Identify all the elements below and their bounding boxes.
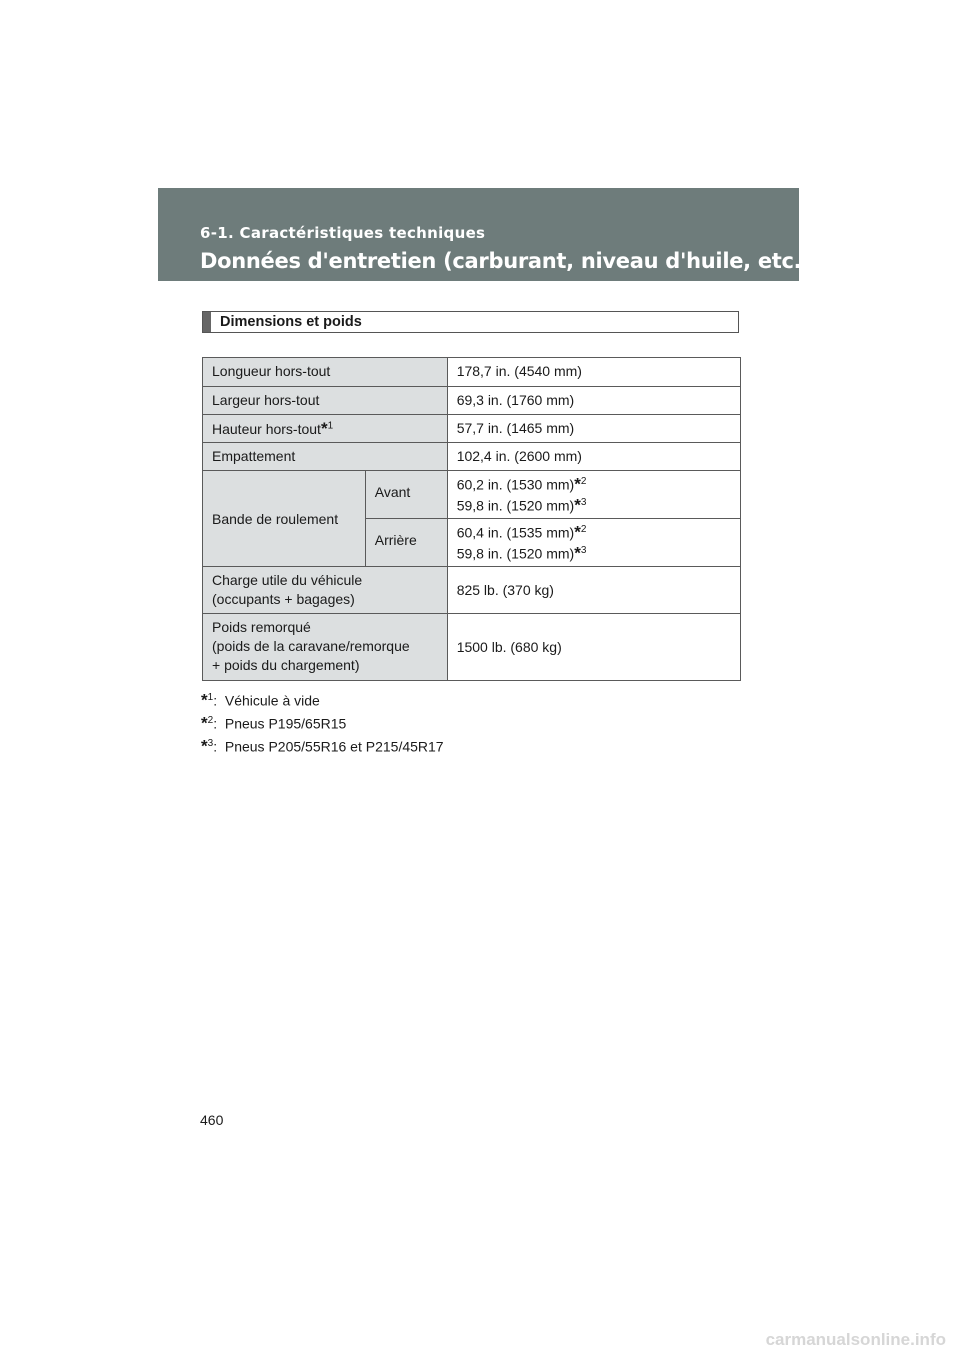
row-label: Bande de roulement	[203, 471, 366, 567]
row-label: Empattement	[203, 443, 448, 471]
table-row	[203, 387, 741, 415]
row-value: 825 lb. (370 kg)	[447, 567, 740, 614]
row-value: 60,4 in. (1535 mm)*$^2$ 59,8 in. (1520 mm)*$^3$	[447, 519, 740, 567]
row-value: 1500 lb. (680 kg)	[447, 614, 740, 681]
watermark: carmanualsonline.info	[765, 1330, 946, 1349]
row-label: Poids remorqué (poids de la caravane/remorque + poids du chargement)	[203, 614, 448, 681]
dimensions-table	[202, 357, 741, 681]
row-sublabel: Avant	[365, 471, 447, 519]
subsection-title: Dimensions et poids	[220, 314, 362, 330]
row-label: Charge utile du véhicule (occupants + bagages)	[203, 567, 448, 614]
footnote: *$^2$: Pneus P195/65R15	[201, 713, 347, 733]
table-row	[203, 443, 741, 471]
heading-marker	[203, 312, 211, 332]
table-row	[203, 415, 741, 443]
table-row	[203, 471, 741, 519]
subsection-heading	[202, 311, 739, 333]
table-row	[203, 614, 741, 681]
row-label: Longueur hors-tout	[203, 358, 448, 387]
row-value: 57,7 in. (1465 mm)	[447, 415, 740, 443]
footnotes	[201, 688, 444, 757]
table-row	[203, 358, 741, 387]
row-value: 178,7 in. (4540 mm)	[447, 358, 740, 387]
section-title: 6-1. Caractéristiques techniques	[200, 224, 486, 242]
table-row	[203, 567, 741, 614]
footnote: *$^1$: Véhicule à vide	[201, 690, 320, 710]
page-number: 460	[200, 1112, 224, 1128]
row-value: 60,2 in. (1530 mm)*$^2$ 59,8 in. (1520 mm)*$^3$	[447, 471, 740, 519]
page-title: Données d'entretien (carburant, niveau d'huile, etc.)	[200, 249, 811, 273]
footnote: *$^3$: Pneus P205/55R16 et P215/45R17	[201, 736, 444, 756]
row-label: Largeur hors-tout	[203, 387, 448, 415]
row-value: 102,4 in. (2600 mm)	[447, 443, 740, 471]
row-sublabel: Arrière	[365, 519, 447, 567]
row-value: 69,3 in. (1760 mm)	[447, 387, 740, 415]
row-label: Hauteur hors-tout*$^1$	[203, 415, 448, 443]
